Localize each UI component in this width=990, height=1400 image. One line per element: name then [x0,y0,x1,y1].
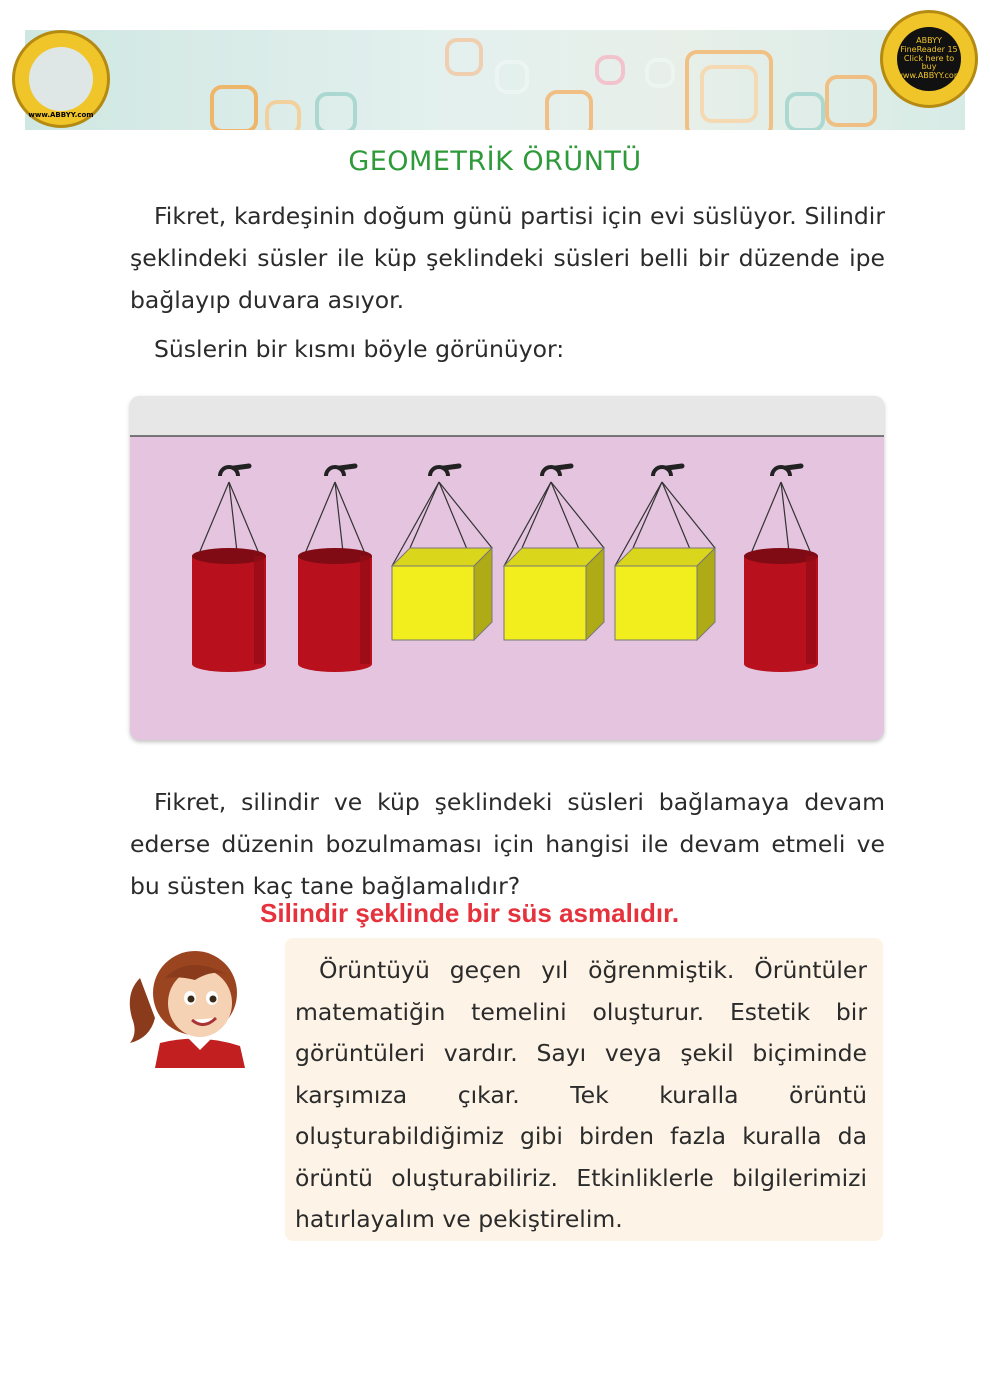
string [662,482,715,548]
decor-square [785,92,825,130]
string [750,482,781,556]
decor-square [445,38,483,76]
seal-left-text: www.ABBYY.com [28,111,94,119]
decor-square [645,58,675,88]
cube-front [504,566,586,640]
ornament-scene [130,396,884,740]
decor-square [700,65,758,123]
ornament-cylinder [298,466,372,672]
hook-screw [444,466,459,468]
decor-square [595,55,625,85]
decor-square [495,60,529,94]
string [304,482,335,556]
seal-center [29,47,93,111]
decor-square [265,100,301,130]
decor-square [825,75,877,127]
girl-character-illustration [120,938,255,1068]
answer-text: Silindir şeklinde bir süs asmalıdır. [260,898,680,928]
decor-square [210,85,258,130]
ornament-cube [392,466,492,640]
ornament-cylinder [192,466,266,672]
abbyy-finereader-seal[interactable] [880,10,978,108]
abbyy-seal-left[interactable] [12,30,110,128]
cylinder-shade [254,556,264,664]
question-paragraph: Fikret, silindir ve küp şeklindeki süsleri bağlamaya devam ederse düzenin bozulmaması için hangisi ile devam etmeli ve bu süsten kaç tane bağlamalıdır? [130,788,885,900]
string [410,482,439,548]
string [198,482,229,556]
info-note-box [285,938,883,1241]
decor-square [545,90,593,130]
string [633,482,662,548]
cylinder-shade [806,556,816,664]
hook-screw [340,466,355,468]
intro-paragraph: Fikret, kardeşinin doğum günü partisi için evi süslüyor. Silindir şeklindeki süsler ile küp şeklindeki süsleri belli bir düzende ipe bağlayıp duvara asıyor. [130,202,885,314]
ornament-cube [504,466,604,640]
string [522,482,551,548]
seal-center [897,27,961,91]
cylinder-shade [360,556,370,664]
wall-top [130,396,884,436]
hook-screw [786,466,801,468]
seal-buy-text: Click here to buy [903,53,955,72]
ornament-cylinder [744,466,818,672]
hook-screw [556,466,571,468]
intro-line: Süslerin bir kısmı böyle görünüyor: [154,335,565,363]
hook-screw [234,466,249,468]
string [439,482,492,548]
seal-url-text: www.ABBYY.com [896,71,962,81]
seal-product-text: ABBYY FineReader 15 [900,36,958,54]
decor-square [315,92,357,130]
page-title: GEOMETRİK ÖRÜNTÜ [348,146,642,177]
header-banner [25,30,965,130]
string [551,482,604,548]
cube-front [615,566,697,640]
cube-front [392,566,474,640]
ornament-illustration [130,396,884,740]
ornament-cube [615,466,715,640]
note-paragraph: Örüntüyü geçen yıl öğrenmiştik. Örüntüler matematiğin temelini oluşturur. Estetik bir görüntüleri vardır. Sayı veya şekil biçiminde karşımıza çıkar. Tek kuralla örüntü oluşturabildiğimiz gibi birden fazla kuralla da örüntü oluşturabiliriz. Etkinliklerle bilgilerimizi hatırlayalım ve pekiştirelim. [295,956,867,1233]
hook-screw [667,466,682,468]
